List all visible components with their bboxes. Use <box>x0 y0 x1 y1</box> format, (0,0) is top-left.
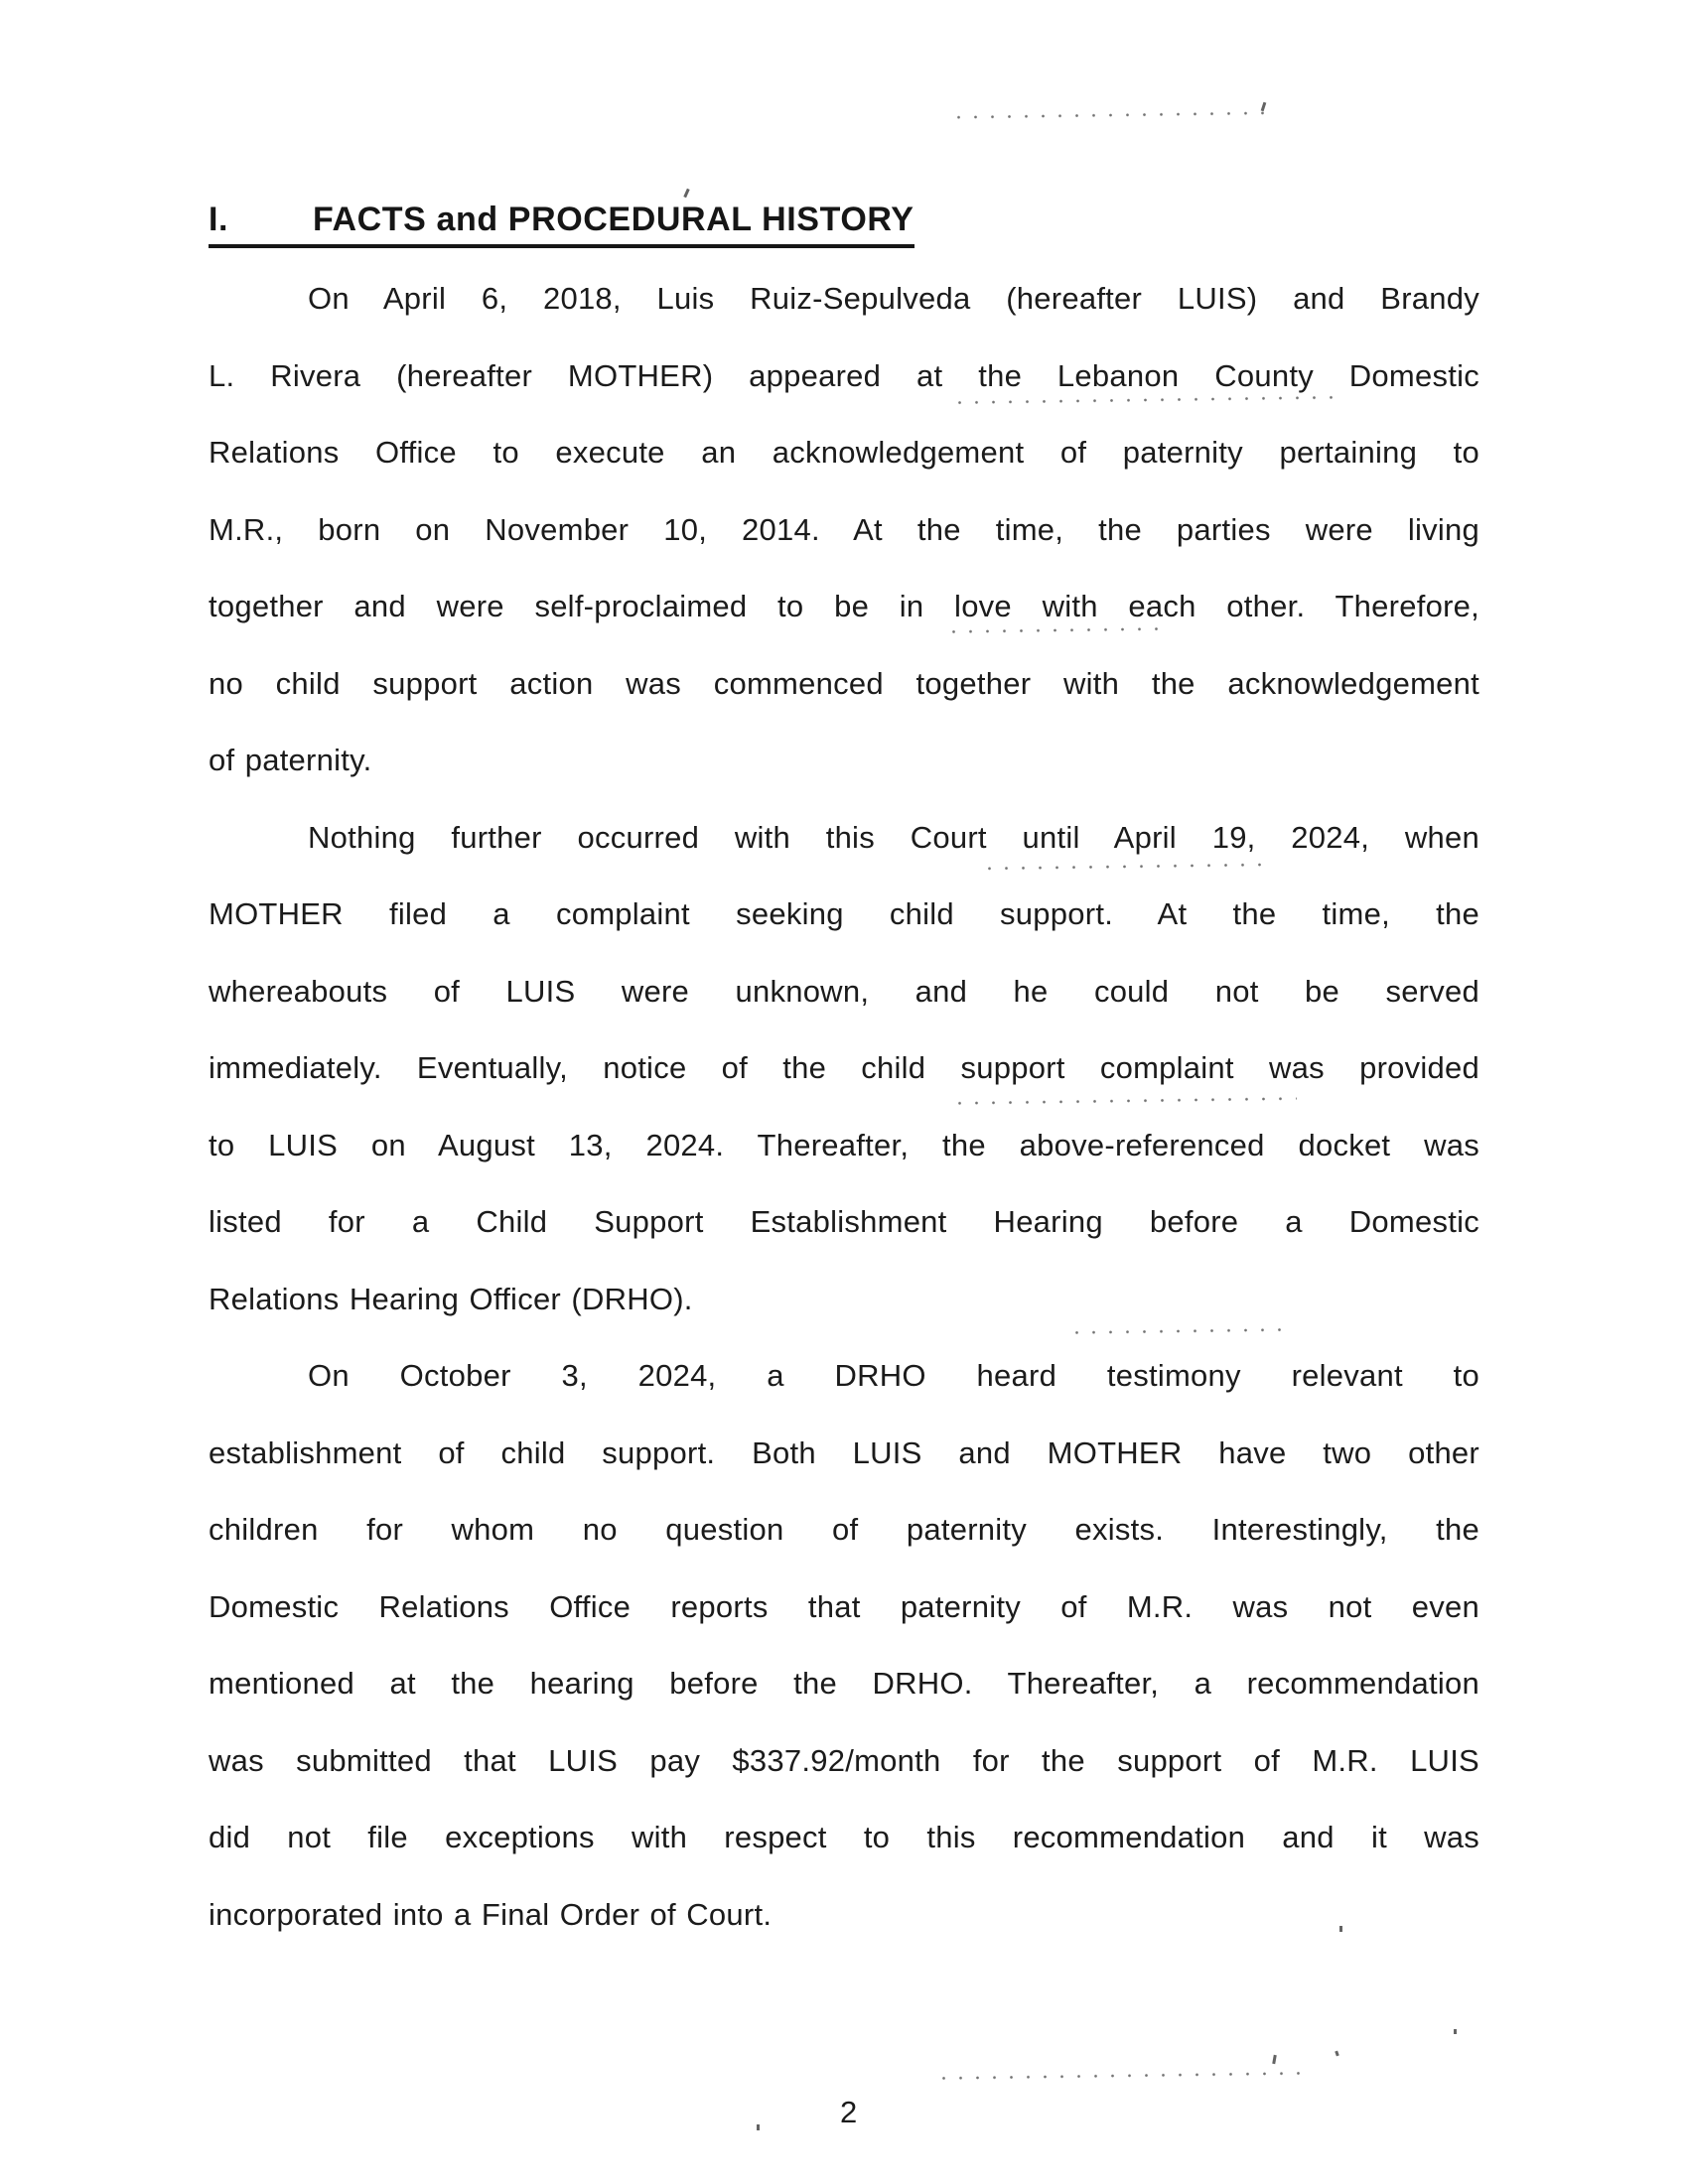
text-line: establishment of child support. Both LUIS and MOTHER have two other <box>209 1434 1479 1470</box>
text-line: MOTHER filed a complaint seeking child support. At the time, the <box>209 896 1479 931</box>
scan-artifact <box>950 111 1278 120</box>
section-heading <box>209 203 914 248</box>
page-number: 2 <box>840 2095 858 2129</box>
text-line: together and were self-proclaimed to be in love with each other. Therefore, <box>209 589 1479 623</box>
text-line: children for whom no question of paternity exists. Interestingly, the <box>209 1512 1479 1547</box>
scan-artifact <box>1454 2029 1457 2034</box>
text-line: mentioned at the hearing before the DRHO. Thereafter, a recommendation <box>209 1666 1479 1701</box>
text-line: Domestic Relations Office reports that paternity of M.R. was not even <box>209 1588 1479 1624</box>
scan-artifact <box>1272 2055 1277 2064</box>
text-line: incorporated into a Final Order of Court. <box>209 1896 773 1932</box>
scan-artifact <box>1261 102 1267 111</box>
text-line: immediately. Eventually, notice of the child support complaint was provided <box>209 1050 1479 1085</box>
scan-artifact <box>1339 1926 1342 1932</box>
text-line: On October 3, 2024, a DRHO heard testimony relevant to <box>308 1358 1479 1393</box>
text-line: listed for a Child Support Establishment Hearing before a Domestic <box>209 1204 1479 1239</box>
document-body <box>209 260 1479 1953</box>
section-title: FACTS and PROCEDURAL HISTORY <box>313 201 914 238</box>
text-line: Nothing further occurred with this Court until April 19, 2024, when <box>308 819 1479 855</box>
text-line: did not file exceptions with respect to this recommendation and it was <box>209 1820 1479 1854</box>
section-numeral: I. <box>209 201 229 238</box>
scan-artifact <box>935 2071 1301 2080</box>
text-line: was submitted that LUIS pay $337.92/month for the support of M.R. LUIS <box>209 1742 1479 1778</box>
text-line: no child support action was commenced together with the acknowledgement <box>209 665 1479 701</box>
text-line: L. Rivera (hereafter MOTHER) appeared at the Lebanon County Domestic <box>209 357 1479 393</box>
text-line: On April 6, 2018, Luis Ruiz-Sepulveda (hereafter LUIS) and Brandy <box>308 281 1479 316</box>
text-line: of paternity. <box>209 743 372 777</box>
scan-artifact <box>1335 2051 1339 2057</box>
text-line: M.R., born on November 10, 2014. At the time, the parties were living <box>209 511 1479 547</box>
text-line: Relations Office to execute an acknowledgement of paternity pertaining to <box>209 435 1479 470</box>
scan-artifact <box>683 189 689 198</box>
text-line: to LUIS on August 13, 2024. Thereafter, the above-referenced docket was <box>209 1127 1479 1162</box>
text-line: whereabouts of LUIS were unknown, and he could not be served <box>209 973 1479 1009</box>
text-line: Relations Hearing Officer (DRHO). <box>209 1281 693 1316</box>
scan-artifact <box>757 2124 760 2130</box>
